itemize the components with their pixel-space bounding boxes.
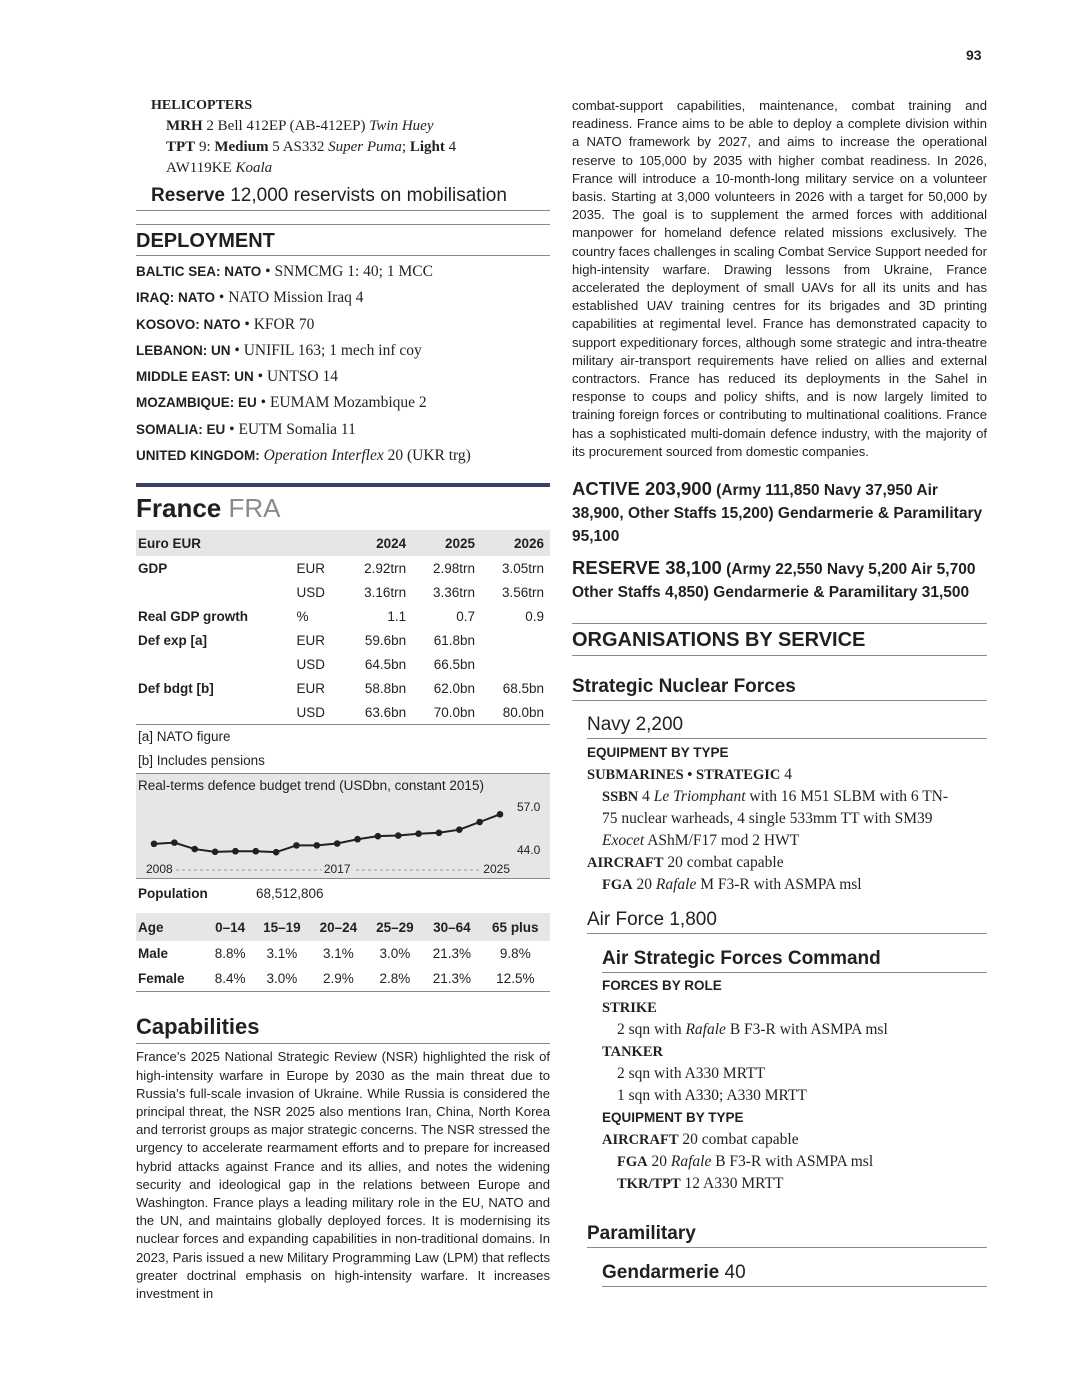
tpt-text: ;	[401, 139, 410, 155]
equipment-heading: EQUIPMENT BY TYPE	[602, 1110, 744, 1126]
aircraft-line	[602, 1129, 987, 1151]
class-name: Le Triomphant	[653, 788, 746, 806]
tpt-text: 5 AS332	[268, 139, 329, 155]
deployment-item	[136, 390, 550, 416]
x-tick-label: 2017	[323, 862, 351, 877]
page-number: 93	[966, 47, 982, 63]
data-point	[375, 833, 382, 840]
y-label: 57.0	[517, 800, 541, 815]
column-header: 65 plus	[481, 913, 550, 941]
x-tick-label: 2025	[483, 862, 510, 877]
row-label: Def bdgt [b]	[138, 680, 214, 696]
category-count: 4	[780, 766, 792, 784]
cell-value: 0.7	[456, 608, 476, 624]
service-name: Gendarmerie	[602, 1262, 720, 1284]
row-label	[136, 700, 287, 725]
data-point	[212, 849, 219, 856]
data-point	[395, 833, 402, 840]
currency: EUR	[296, 560, 326, 576]
tpt-name: Koala	[235, 160, 273, 176]
cell-value: 3.56trn	[501, 584, 544, 600]
population-row	[136, 879, 550, 913]
deployment-item	[136, 338, 550, 364]
deployment-item	[136, 285, 550, 311]
tpt-light: Light	[409, 139, 445, 155]
budget-trend-chart	[136, 773, 550, 879]
mrh-line	[136, 116, 550, 137]
reserve-breakdown: (Army 22,550 Navy 5,200 Air 5,700 Other Staffs 4,850) Gendarmerie & Paramilitary 31,500	[572, 561, 976, 602]
cell-value: 63.6bn	[343, 700, 412, 725]
deployment-text: SNMCMG 1: 40; 1 MCC	[274, 263, 433, 280]
currency: EUR	[296, 680, 326, 696]
deployment-location: KOSOVO: NATO	[136, 316, 241, 332]
category: AIRCRAFT	[587, 855, 664, 872]
deployment-location: SOMALIA: EU	[136, 421, 226, 437]
table-row	[136, 676, 550, 700]
submarines-line	[587, 764, 987, 786]
cell-value	[481, 628, 550, 652]
table-row	[136, 628, 550, 652]
helicopters-section	[136, 95, 550, 179]
ssbn-line-3	[587, 830, 987, 852]
tpt-code: TPT	[166, 139, 196, 155]
text: 20	[632, 876, 656, 894]
country-name: France	[136, 493, 222, 524]
row-label	[136, 652, 287, 676]
cell-value: 8.8%	[214, 946, 246, 962]
table-row	[136, 580, 550, 604]
table-row	[136, 556, 550, 580]
reserve-strength	[572, 556, 987, 604]
cell-value: 59.6bn	[364, 632, 407, 648]
bullet: •	[215, 289, 229, 307]
mrh-text: 2 Bell 412EP (AB-412EP)	[202, 118, 370, 134]
code: FGA	[602, 877, 633, 894]
deployment-text: UNIFIL 163; 1 mech inf coy	[243, 341, 422, 359]
deployment-list	[136, 259, 550, 469]
series-line	[154, 815, 500, 853]
weapon-name: Exocet	[602, 832, 645, 850]
data-point	[171, 840, 178, 847]
deployment-item	[136, 417, 550, 443]
strategic-forces-heading: Strategic Nuclear Forces	[572, 676, 987, 701]
data-point	[476, 819, 483, 826]
fga-line	[602, 1151, 987, 1173]
reserve-subheading	[136, 185, 550, 211]
deployment-location: MOZAMBIQUE: EU	[136, 395, 257, 411]
equipment-heading: EQUIPMENT BY TYPE	[587, 745, 729, 761]
tpt-continuation	[136, 158, 550, 179]
column-header: 15–19	[254, 913, 311, 941]
cell-value: 3.0%	[379, 946, 411, 962]
data-point	[232, 848, 239, 855]
data-point	[293, 842, 300, 849]
text: AShM/F17 mod 2 HWT	[644, 832, 800, 850]
cell-value: 66.5bn	[433, 656, 476, 672]
forces-heading: FORCES BY ROLE	[602, 978, 722, 994]
age-table	[136, 913, 550, 992]
tpt-text: 4	[444, 139, 457, 155]
code: TKR/TPT	[617, 1176, 681, 1193]
cell-value: 12.5%	[481, 966, 550, 992]
cell-value: 2.98trn	[433, 560, 476, 576]
ssbn-line	[587, 786, 987, 808]
text: 20 combat capable	[678, 1131, 799, 1149]
cell-value: 21.3%	[423, 966, 481, 992]
table-row	[136, 700, 550, 725]
service-name: Navy	[587, 714, 631, 736]
population-label: Population	[138, 886, 208, 902]
mrh-code: MRH	[166, 118, 203, 134]
aircraft-line	[587, 852, 987, 874]
currency: USD	[296, 584, 326, 600]
aircraft-name: Rafale	[670, 1153, 712, 1171]
active-total: ACTIVE 203,900	[572, 478, 712, 500]
column-header: 25–29	[367, 913, 424, 941]
data-point	[415, 831, 422, 838]
table-note: [a] NATO figure	[138, 729, 231, 745]
deployment-item	[136, 259, 550, 285]
deployment-text: UNTSO 14	[266, 368, 338, 386]
y-label: 44.0	[517, 843, 541, 858]
air-strategic-command-heading: Air Strategic Forces Command	[602, 948, 987, 973]
helicopters-heading: HELICOPTERS	[151, 98, 253, 113]
capabilities-text-continued: combat-support capabilities, maintenance, combat training and readiness. France aims to be able to deploy a complete division within a NATO framework by 2027, and aims to increase the operational reserve to 105,000 by 2035 with higher combat readiness. In 2026, France will introduce a 10-month-long military service on a volunteer basis. Starting at 3,000 volunteers in 2026 with a target for 50,000 by 2035. The goal is to supplement the armed forces with additional manpower for homeland defence related missions exclusively. The country faces challenges in scaling Combat Service Support needed for high-intensity warfare. Drawing lessons from Ukraine, France accelerated the deployment of small UAVs for all its units and has established UAV training centres for its brigades and 3D printing capabilities at regimental level. France has demonstrated capacity to support expeditionary forces, although some strategic and intra-theatre military air-transport requirements have relied on allies and external contractors. France has reduced its deployments in the Sahel in response to coups and policy shifts, and is now largely limited to training foreign forces or contributing to multinational coalitions. France has a sophisticated multi-domain defence industry, with the majority of its procurement sourced from domestic companies.	[572, 98, 987, 459]
tanker-line: 2 sqn with A330 MRTT	[617, 1065, 766, 1083]
cell-value: 3.05trn	[501, 560, 544, 576]
text: with 16 M51 SLBM with 6 TN-	[745, 788, 949, 806]
active-breakdown: (Army 111,850 Navy 37,950 Air 38,900, Other Staffs 15,200) Gendarmerie & Paramilitary 95,100	[572, 482, 983, 546]
column-header: 30–64	[423, 913, 481, 941]
bullet: •	[240, 315, 254, 333]
reserve-label: Reserve	[151, 185, 225, 206]
tpt-text: 9:	[195, 139, 215, 155]
row-label: Female	[136, 966, 207, 992]
deployment-item	[136, 443, 550, 469]
cell-value: 1.1	[387, 608, 407, 624]
service-count: 2,200	[630, 714, 684, 736]
cell-value: 8.4%	[207, 966, 254, 992]
cell-value: 3.1%	[322, 946, 354, 962]
table-row	[136, 604, 550, 628]
deployment-text: EUTM Somalia 11	[238, 420, 356, 438]
row-label: Real GDP growth	[138, 608, 249, 624]
operation-name: Operation Interflex	[263, 447, 384, 465]
ssbn-line-2: 75 nuclear warheads, 4 single 533mm TT with SM39	[602, 810, 933, 828]
deployment-location: UNITED KINGDOM:	[136, 448, 260, 464]
table-note: [b] Includes pensions	[138, 753, 265, 769]
aircraft-name: Rafale	[655, 876, 697, 894]
deployment-location: LEBANON: UN	[136, 342, 231, 358]
column-header: Age	[136, 913, 207, 941]
mrh-name: Twin Huey	[369, 118, 434, 134]
category: AIRCRAFT	[602, 1132, 679, 1149]
bullet: •	[261, 263, 275, 280]
text: 20 combat capable	[663, 854, 784, 872]
role-strike: STRIKE	[602, 1000, 657, 1017]
code: FGA	[617, 1154, 648, 1171]
deployment-text: NATO Mission Iraq 4	[228, 289, 364, 307]
column-header: Euro EUR	[136, 530, 287, 556]
data-point	[273, 849, 280, 856]
cell-value: 2.9%	[310, 966, 367, 992]
x-tick-label: 2008	[146, 862, 173, 877]
text: B F3-R with ASMPA msl	[711, 1153, 874, 1171]
tanker-line: 1 sqn with A330; A330 MRTT	[617, 1087, 807, 1105]
reserve-total: RESERVE 38,100	[572, 557, 722, 579]
paramilitary-heading: Paramilitary	[587, 1223, 987, 1248]
text: 12 A330 MRTT	[680, 1175, 784, 1193]
cell-value: 3.36trn	[433, 584, 476, 600]
row-label: Male	[138, 946, 169, 962]
cell-value: 9.8%	[499, 946, 531, 962]
currency: %	[296, 608, 309, 624]
cell-value: 2.92trn	[364, 560, 407, 576]
table-row	[136, 966, 550, 992]
tpt-line	[136, 137, 550, 158]
cell-value: 2.8%	[367, 966, 424, 992]
code: SSBN	[602, 789, 639, 806]
currency: USD	[296, 656, 326, 672]
cell-value: 58.8bn	[364, 680, 407, 696]
cell-value: 64.5bn	[364, 656, 407, 672]
data-point	[334, 841, 341, 848]
cell-value: 3.1%	[266, 946, 298, 962]
country-code: FRA	[228, 493, 281, 524]
text: 4	[638, 788, 654, 806]
table-row	[136, 652, 550, 676]
category: SUBMARINES • STRATEGIC	[587, 767, 781, 784]
deployment-text: KFOR 70	[253, 315, 315, 333]
column-header: 20–24	[310, 913, 367, 941]
tkr-line	[602, 1173, 987, 1195]
column-header: 0–14	[207, 913, 254, 941]
bullet: •	[253, 368, 267, 386]
reserve-text: 12,000 reservists on mobilisation	[224, 185, 507, 206]
table-row	[136, 941, 550, 966]
country-divider	[136, 483, 550, 487]
chart-title: Real-terms defence budget trend (USDbn, constant 2015)	[138, 778, 484, 794]
data-point	[436, 830, 443, 837]
strike-line	[602, 1019, 987, 1041]
cell-value: 3.0%	[254, 966, 311, 992]
deployment-item	[136, 364, 550, 390]
bullet: •	[256, 394, 270, 412]
column-header: 2026	[481, 530, 550, 556]
column-header	[287, 530, 344, 556]
capabilities-heading: Capabilities	[136, 1014, 550, 1044]
bullet: •	[230, 341, 244, 359]
deployment-location: IRAQ: NATO	[136, 290, 215, 306]
deployment-location: MIDDLE EAST: UN	[136, 369, 254, 385]
cell-value: 3.16trn	[364, 584, 407, 600]
fga-line	[587, 874, 987, 896]
service-name: Air Force	[587, 909, 665, 931]
deployment-text: 20 (UKR trg)	[383, 447, 471, 465]
deployment-item	[136, 312, 550, 338]
cell-value: 62.0bn	[433, 680, 476, 696]
currency: EUR	[296, 632, 326, 648]
text: B F3-R with ASMPA msl	[725, 1021, 888, 1039]
data-point	[314, 842, 321, 849]
economic-table	[136, 530, 550, 725]
trend-chart-svg	[136, 774, 550, 878]
cell-value: 80.0bn	[481, 700, 550, 725]
navy-heading	[587, 714, 987, 739]
data-point	[252, 848, 259, 855]
bullet: •	[225, 420, 239, 438]
text: 2 sqn with	[617, 1021, 686, 1039]
row-label: Def exp [a]	[138, 632, 208, 648]
text: M F3-R with ASMPA msl	[696, 876, 862, 894]
capabilities-text: France’s 2025 National Strategic Review (NSR) highlighted the risk of high-intensity warfare in Europe by 2030 as the main threat due to Russia’s full-scale invasion of Ukraine. While Russia is considered the principal threat, the NSR 2025 also mentions Iran, China, North Korea and terrorist groups as major strategic concerns. The NSR stressed the urgency to accelerate rearmament efforts and to prepare for increased hybrid attacks against France and its allies, and notes the widening security and ideological gap in the relations between Europe and Washington. France plays a leading military role in the EU, NATO and the UN, and maintains globally deployed forces. It is modernising its nuclear forces and expanding capabilities in non-traditional domains. In 2023, Paris issued a new Military Programming Law (LPM) that reflects greater doctrinal emphasis on high-intensity warfare. It increases investment in	[136, 1049, 550, 1302]
country-title	[136, 493, 550, 524]
gendarmerie-heading	[602, 1262, 987, 1287]
service-count: 1,800	[664, 909, 717, 931]
cell-value: 21.3%	[432, 946, 471, 962]
row-label: GDP	[138, 560, 168, 576]
cell-value	[481, 652, 550, 676]
economic-table-header	[136, 530, 550, 556]
data-point	[191, 846, 198, 853]
left-column	[136, 95, 550, 1303]
right-column	[572, 97, 987, 1287]
column-header: 2025	[412, 530, 481, 556]
tpt-cont-text: AW119KE	[166, 160, 236, 176]
cell-value: 0.9	[525, 608, 544, 624]
currency: USD	[287, 700, 344, 725]
active-strength	[572, 477, 987, 548]
cell-value: 70.0bn	[412, 700, 481, 725]
cell-value: 68.5bn	[502, 680, 544, 696]
deployment-location: BALTIC SEA: NATO	[136, 264, 262, 279]
deployment-heading: DEPLOYMENT	[136, 224, 550, 256]
text: 20	[647, 1153, 671, 1171]
tpt-medium: Medium	[214, 139, 269, 155]
organisations-heading: ORGANISATIONS BY SERVICE	[572, 623, 987, 656]
cell-value: 61.8bn	[433, 632, 476, 648]
data-point	[151, 841, 158, 848]
tpt-name: Super Puma	[328, 139, 402, 155]
deployment-text: EUMAM Mozambique 2	[269, 394, 427, 412]
data-point	[497, 811, 504, 818]
age-table-header	[136, 913, 550, 941]
column-header: 2024	[343, 530, 412, 556]
row-label	[136, 580, 287, 604]
air-force-heading	[587, 909, 987, 934]
service-count: 40	[719, 1262, 746, 1284]
data-point	[354, 836, 361, 843]
aircraft-name: Rafale	[685, 1021, 726, 1039]
role-tanker: TANKER	[602, 1044, 663, 1061]
data-point	[456, 827, 463, 834]
population-value: 68,512,806	[256, 886, 324, 902]
